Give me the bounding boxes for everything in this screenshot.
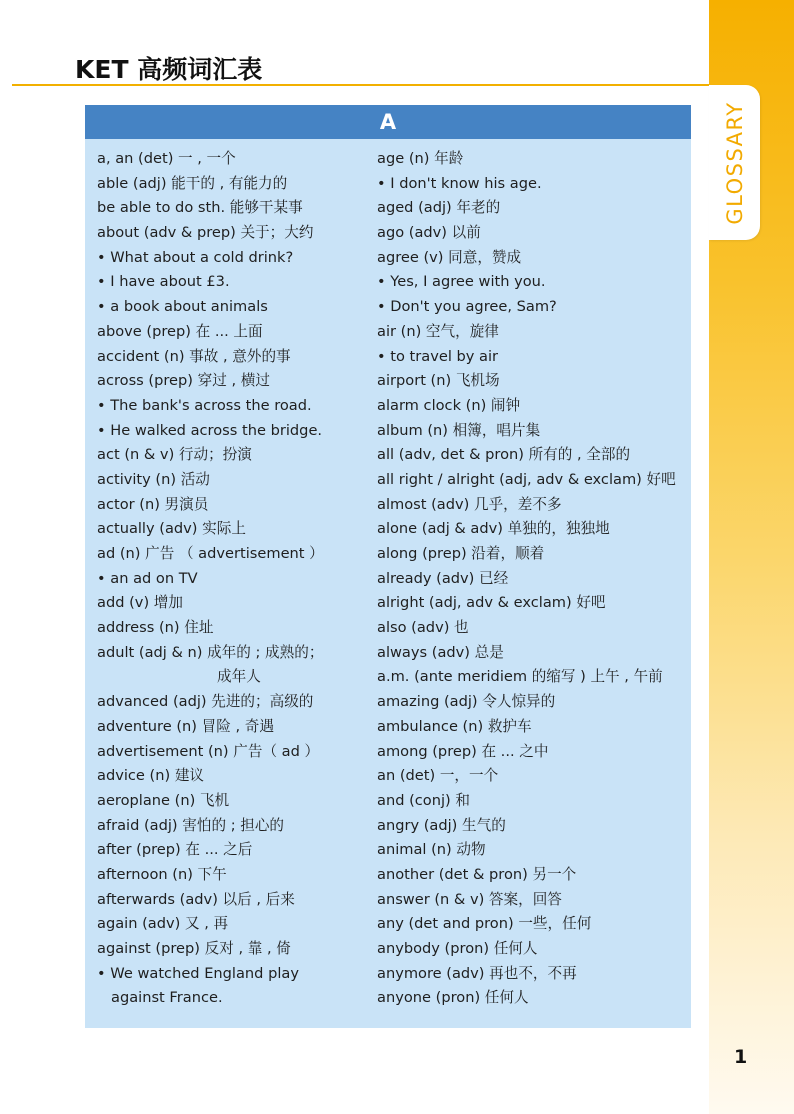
entry: aeroplane (n) 飞机	[97, 791, 230, 809]
entry: be able to do sth. 能够干某事	[97, 199, 303, 217]
entry: again (adv) 又 , 再	[97, 915, 229, 933]
entry: album (n) 相簿，唱片集	[377, 421, 541, 439]
example: • to travel by air	[377, 347, 499, 365]
entry: after (prep) 在 ... 之后	[97, 841, 253, 859]
example-continuation: against France.	[111, 989, 223, 1007]
entry: alone (adj & adv) 单独的，独独地	[377, 520, 610, 538]
entry: aged (adj) 年老的	[377, 199, 501, 217]
entry: advice (n) 建议	[97, 767, 205, 785]
right-word-column	[377, 147, 689, 1011]
example: • He walked across the bridge.	[97, 421, 323, 439]
entry: advertisement (n) 广告（ ad ）	[97, 742, 320, 760]
entry: ambulance (n) 救护车	[377, 717, 532, 735]
entry: any (det and pron) 一些，任何	[377, 915, 592, 933]
entry: able (adj) 能干的 , 有能力的	[97, 174, 288, 192]
example: • a book about animals	[97, 298, 268, 316]
entry: act (n & v) 行动；扮演	[97, 446, 252, 464]
entry: anybody (pron) 任何人	[377, 940, 538, 957]
entry: alright (adj, adv & exclam) 好吧	[377, 594, 606, 612]
entry: amazing (adj) 令人惊异的	[377, 693, 556, 711]
example: • an ad on TV	[97, 569, 198, 587]
glossary-tab	[709, 85, 760, 240]
entry: animal (n) 动物	[377, 841, 486, 859]
entry: answer (n & v) 答案，回答	[377, 890, 562, 908]
entry: address (n) 住址	[97, 619, 214, 637]
header-divider	[12, 84, 709, 86]
entry: along (prep) 沿着，顺着	[377, 545, 545, 562]
entry: across (prep) 穿过 , 横过	[97, 372, 270, 390]
entry: anymore (adv) 再也不，不再	[377, 964, 577, 982]
entry: alarm clock (n) 闹钟	[377, 396, 521, 414]
entry: among (prep) 在 ... 之中	[377, 742, 549, 760]
entry: afternoon (n) 下午	[97, 865, 227, 883]
example: • We watched England play	[97, 964, 299, 982]
entry: all (adv, det & pron) 所有的 , 全部的	[377, 446, 631, 464]
entry: afterwards (adv) 以后 , 后来	[97, 890, 295, 908]
entry: agree (v) 同意，赞成	[377, 248, 522, 266]
entry: advanced (adj) 先进的；高级的	[97, 693, 314, 711]
entry: all right / alright (adj, adv & exclam) 好吧	[377, 470, 676, 488]
entry: always (adv) 总是	[377, 643, 504, 661]
entry: angry (adj) 生气的	[377, 816, 506, 834]
entry: above (prep) 在 ... 上面	[97, 322, 263, 340]
example: • I have about £3.	[97, 273, 230, 291]
entry: adventure (n) 冒险 , 奇遇	[97, 717, 274, 735]
entry: against (prep) 反对 , 靠 , 倚	[97, 940, 291, 957]
page-number: 1	[734, 1046, 748, 1068]
entry: a.m. (ante meridiem 的缩写 ) 上午 , 午前	[377, 668, 663, 686]
entry: almost (adv) 几乎，差不多	[377, 495, 562, 513]
entry: air (n) 空气，旋律	[377, 322, 499, 340]
entry: afraid (adj) 害怕的 ; 担心的	[97, 816, 285, 834]
entry: ad (n) 广告 （ advertisement ）	[97, 545, 324, 562]
entry: also (adv) 也	[377, 619, 469, 637]
example: • I don't know his age.	[377, 174, 542, 192]
entry: and (conj) 和	[377, 791, 470, 809]
example: • What about a cold drink?	[97, 248, 294, 266]
entry: add (v) 增加	[97, 594, 183, 612]
entry: ago (adv) 以前	[377, 224, 481, 242]
entry: age (n) 年龄	[377, 150, 464, 167]
entry: an (det) 一，一个	[377, 767, 499, 785]
glossary-panel	[85, 105, 691, 1028]
entry: adult (adj & n) 成年的 ; 成熟的；	[97, 643, 324, 661]
entry: a, an (det) 一 , 一个	[97, 150, 236, 167]
section-letter-header: A	[85, 105, 691, 139]
example: • Yes, I agree with you.	[377, 273, 546, 291]
entry: activity (n) 活动	[97, 470, 210, 488]
example: • Don't you agree, Sam?	[377, 298, 557, 316]
entry: airport (n) 飞机场	[377, 372, 500, 390]
entry: already (adv) 已经	[377, 569, 509, 587]
entry-continuation: 成年人	[217, 668, 261, 686]
entry: another (det & pron) 另一个	[377, 865, 577, 883]
entry: actually (adv) 实际上	[97, 520, 246, 538]
glossary-tab-label: GLOSSARY	[722, 100, 747, 225]
example: • The bank's across the road.	[97, 396, 312, 414]
entry: actor (n) 男演员	[97, 495, 209, 513]
page-title: KET 高频词汇表	[75, 55, 263, 84]
entry: anyone (pron) 任何人	[377, 989, 529, 1007]
entry: accident (n) 事故 , 意外的事	[97, 347, 291, 365]
left-word-column	[97, 147, 375, 1011]
entry: about (adv & prep) 关于；大约	[97, 224, 314, 242]
